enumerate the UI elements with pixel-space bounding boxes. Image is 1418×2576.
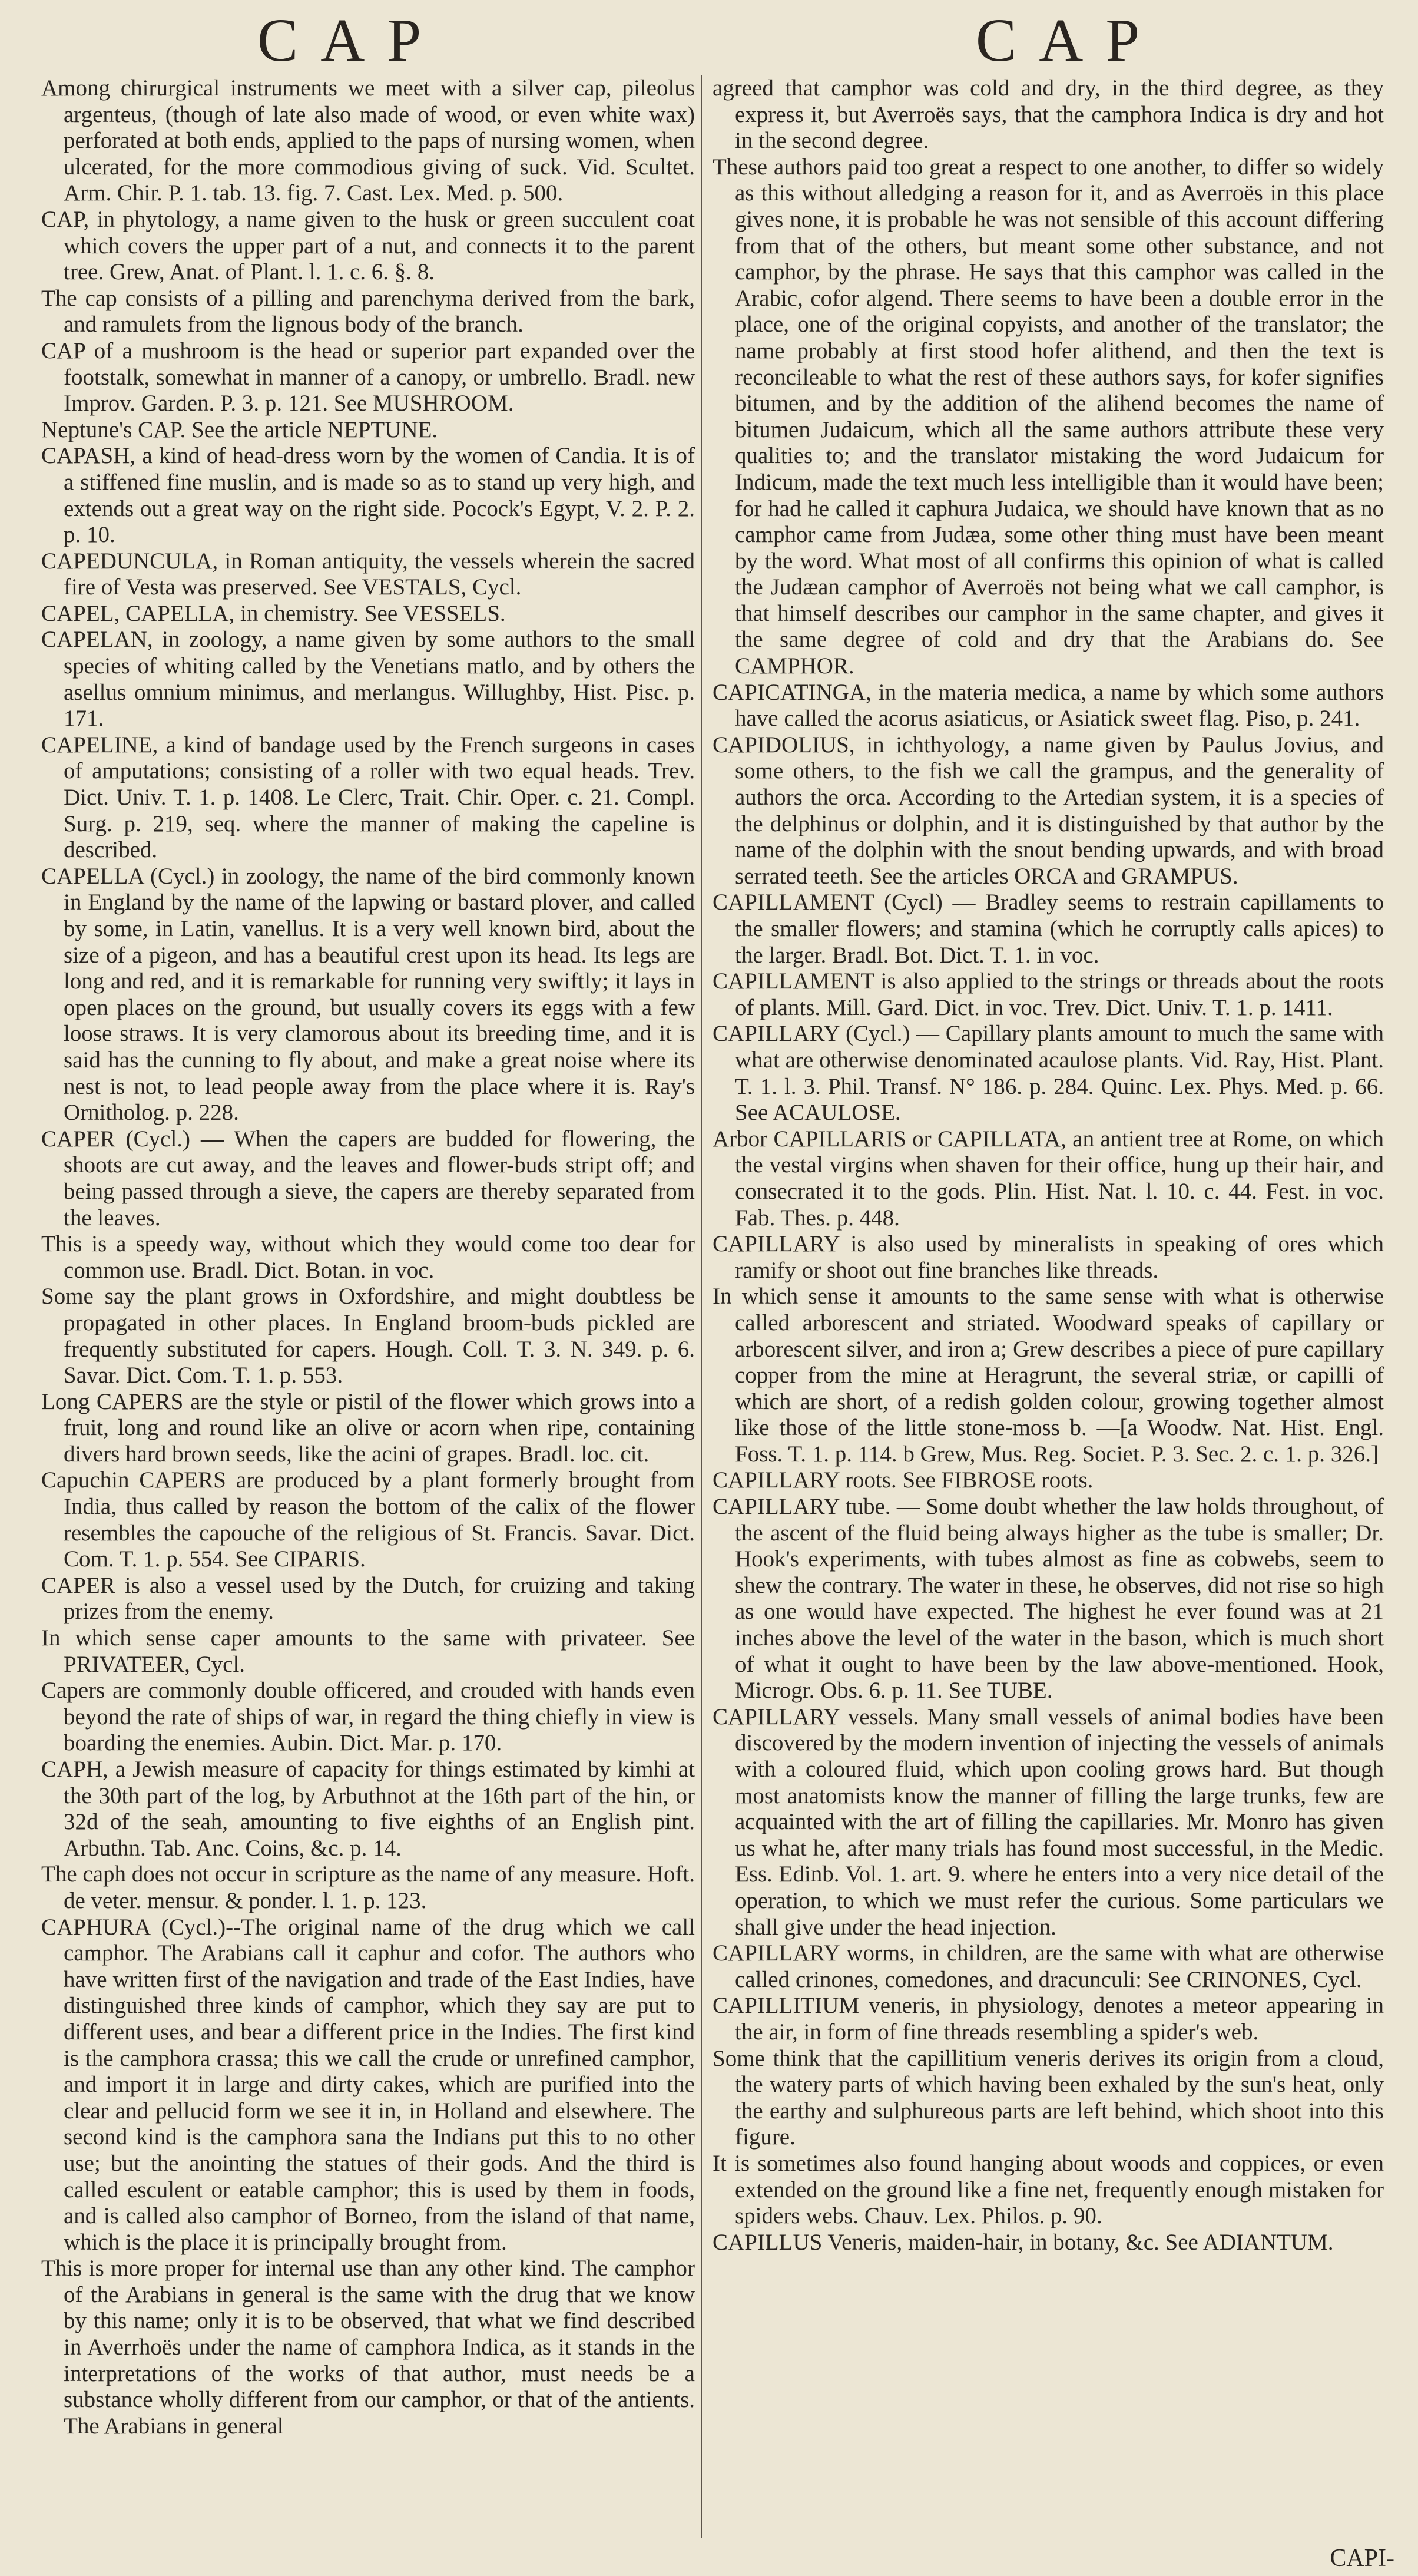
- entry-paragraph: CAPH, a Jewish measure of capacity for things estimated by kimhi at the 30th part of the log, by Arbuthnot at the 16th part of the hin, or 32d of the seah, amounting to five eighths of an English pint. Arbuthn. Tab. Anc. Coins, &c. p. 14.: [41, 1757, 695, 1861]
- entry-paragraph: Long CAPERS are the style or pistil of the flower which grows into a fruit, long and round like an olive or acorn when ripe, containing divers hard brown seeds, like the acini of grapes. Bradl. loc. cit.: [41, 1388, 695, 1467]
- entry-paragraph: CAPILLAMENT (Cycl) — Bradley seems to restrain capillaments to the smaller flowers; and stamina (which he corruptly calls apices) to the larger. Bradl. Bot. Dict. T. 1. in voc.: [713, 889, 1384, 968]
- entry-paragraph: It is sometimes also found hanging about woods and coppices, or even extended on the ground like a fine net, frequently enough mistaken for spiders webs. Chauv. Lex. Philos. p. 90.: [713, 2150, 1384, 2229]
- entry-paragraph: Some say the plant grows in Oxfordshire, and might doubtless be propagated in other places. In England broom-buds pickled are frequently substituted for capers. Hough. Coll. T. 3. N. 349. p. 6. Savar. Dict. Com. T. 1. p. 553.: [41, 1284, 695, 1388]
- entry-paragraph: Arbor CAPILLARIS or CAPILLATA, an antient tree at Rome, on which the vestal virgins when shaven for their office, hung up their hair, and consecrated it to the gods. Plin. Hist. Nat. l. 10. c. 44. Fest. in voc. Fab. Thes. p. 448.: [713, 1126, 1384, 1231]
- entry-paragraph: CAPASH, a kind of head-dress worn by the women of Candia. It is of a stiffened fine muslin, and is made so as to stand up very high, and extends out a great way on the right side. Pocock's Egypt, V. 2. P. 2. p. 10.: [41, 443, 695, 548]
- entry-paragraph: Capers are commonly double officered, and crouded with hands even beyond the rate of ships of war, in regard the thing chiefly in view is boarding the enemies. Aubin. Dict. Mar. p. 170.: [41, 1678, 695, 1756]
- entry-paragraph: CAPER (Cycl.) — When the capers are budded for flowering, the shoots are cut away, and the leaves and flower-buds stript off; and being passed through a sieve, the capers are thereby separated from the leaves.: [41, 1126, 695, 1231]
- entry-paragraph: CAPIDOLIUS, in ichthyology, a name given by Paulus Jovius, and some others, to the fish we call the grampus, and the generality of authors the orca. According to the Artedian system, it is a species of the delphinus or dolphin, and it is distinguished by that author by the name of the dolphin with the snout bending upwards, and with broad serrated teeth. See the articles ORCA and GRAMPUS.: [713, 732, 1384, 889]
- entry-paragraph: CAPELAN, in zoology, a name given by some authors to the small species of whiting called by the Venetians matlo, and by others the asellus omnium minimus, and merlangus. Willughby, Hist. Pisc. p. 171.: [41, 627, 695, 732]
- left-column: [41, 75, 695, 2544]
- entry-paragraph: CAP, in phytology, a name given to the husk or green succulent coat which covers the upper part of a nut, and connects it to the parent tree. Grew, Anat. of Plant. l. 1. c. 6. §. 8.: [41, 206, 695, 285]
- entry-paragraph: The cap consists of a pilling and parenchyma derived from the bark, and ramulets from the lignous body of the branch.: [41, 285, 695, 338]
- entry-paragraph: CAPILLARY is also used by mineralists in speaking of ores which ramify or shoot out fine branches like threads.: [713, 1231, 1384, 1283]
- running-head-left: CAP: [257, 6, 444, 74]
- entry-paragraph: CAPICATINGA, in the materia medica, a name by which some authors have called the acorus asiaticus, or Asiatick sweet flag. Piso, p. 241.: [713, 679, 1384, 732]
- entry-paragraph: CAPELINE, a kind of bandage used by the French surgeons in cases of amputations; consisting of a roller with two equal heads. Trev. Dict. Univ. T. 1. p. 1408. Le Clerc, Trait. Chir. Oper. c. 21. Compl. Surg. p. 219, seq. where the manner of making the capeline is described.: [41, 732, 695, 863]
- entry-paragraph: CAPILLITIUM veneris, in physiology, denotes a meteor appearing in the air, in form of fine threads resembling a spider's web.: [713, 1993, 1384, 2045]
- entry-paragraph: CAPILLARY vessels. Many small vessels of animal bodies have been discovered by the modern invention of injecting the vessels of animals with a coloured fluid, which upon cooling grows hard. But though most anatomists know the manner of filling the large trunks, few are acquainted with the art of filling the capillaries. Mr. Monro has given us what he, after many trials has found most successful, in the Medic. Ess. Edinb. Vol. 1. art. 9. where he enters into a very nice detail of the operation, to which we must refer the curious. Some particulars we shall give under the head injection.: [713, 1704, 1384, 1940]
- entry-paragraph: CAPELLA (Cycl.) in zoology, the name of the bird commonly known in England by the name of the lapwing or bastard plover, and called by some, in Latin, vanellus. It is a very well known bird, about the size of a pigeon, and has a beautiful crest upon its head. Its legs are long and red, and it is remarkable for running very swiftly; it lays in open places on the ground, but usually covers its eggs with a few loose straws. It is very clamorous about its breeding time, and it is said has the cunning to fly about, and make a great noise where its nest is not, to lead people away from the place where it is. Ray's Ornitholog. p. 228.: [41, 863, 695, 1126]
- entry-paragraph: CAPEL, CAPELLA, in chemistry. See VESSELS.: [41, 600, 506, 626]
- entry-paragraph: CAPER is also a vessel used by the Dutch, for cruizing and taking prizes from the enemy.: [41, 1572, 695, 1625]
- entry-paragraph: CAPILLARY (Cycl.) — Capillary plants amount to much the same with what are otherwise denominated acaulose plants. Vid. Ray, Hist. Plant. T. 1. l. 3. Phil. Transf. N° 186. p. 284. Quinc. Lex. Phys. Med. p. 66. See ACAULOSE.: [713, 1021, 1384, 1126]
- entry-paragraph: CAPHURA (Cycl.)--The original name of the drug which we call camphor. The Arabians call it caphur and cofor. The authors who have written first of the navigation and trade of the East Indies, have distinguished three kinds of camphor, which they say are put to different uses, and bear a different price in the Indies. The first kind is the camphora crassa; this we call the crude or unrefined camphor, and import it in large and dirty cakes, which are purified into the clear and pellucid form we see it in, in Holland and elsewhere. The second kind is the camphora sana the Indians put this to no other use; but the anointing the statues of their gods. And the third is called esculent or eatable camphor; this is used by them in foods, and is called also camphor of Borneo, from the island of that name, which is the place it is principally brought from.: [41, 1914, 695, 2255]
- right-column: [713, 75, 1384, 2544]
- entry-paragraph: This is a speedy way, without which they would come too dear for common use. Bradl. Dict. Botan. in voc.: [41, 1231, 695, 1283]
- entry-paragraph: This is more proper for internal use than any other kind. The camphor of the Arabians in general is the same with the drug that we know by this name; only it is to be observed, that what we find described in Averrhoës under the name of camphora Indica, as it stands in the interpretations of the works of that author, must needs be a substance wholly different from our camphor, or that of the antients. The Arabians in general: [41, 2256, 695, 2439]
- entry-paragraph: CAPILLAMENT is also applied to the strings or threads about the roots of plants. Mill. Gard. Dict. in voc. Trev. Dict. Univ. T. 1. p. 1411.: [713, 968, 1384, 1020]
- entry-paragraph: Among chirurgical instruments we meet with a silver cap, pileolus argenteus, (though of late also made of wood, or even white wax) perforated at both ends, applied to the paps of nursing women, when ulcerated, for the more commodious giving of suck. Vid. Scultet. Arm. Chir. P. 1. tab. 13. fig. 7. Cast. Lex. Med. p. 500.: [41, 75, 695, 206]
- entry-paragraph: Capuchin CAPERS are produced by a plant formerly brought from India, thus called by reason the bottom of the calix of the flower resembles the capouche of the religious of St. Francis. Savar. Dict. Com. T. 1. p. 554. See CIPARIS.: [41, 1467, 695, 1572]
- catchword: CAPI-: [1330, 2545, 1394, 2572]
- entry-paragraph: CAPILLARY worms, in children, are the same with what are otherwise called crinones, comedones, and dracunculi: See CRINONES, Cycl.: [713, 1940, 1384, 1992]
- entry-paragraph: CAP of a mushroom is the head or superior part expanded over the footstalk, somewhat in manner of a canopy, or umbrello. Bradl. new Improv. Garden. P. 3. p. 121. See MUSHROOM.: [41, 338, 695, 416]
- entry-paragraph: In which sense it amounts to the same sense with what is otherwise called arborescent and striated. Woodward speaks of capillary or arborescent silver, and iron a; Grew describes a piece of pure capillary copper from the mine at Heragrunt, the several striæ, or capilli of which are short, of a redish golden colour, growing together almost like those of the little stone-moss b. —[a Woodw. Nat. Hist. Engl. Foss. T. 1. p. 114. b Grew, Mus. Reg. Societ. P. 3. Sec. 2. c. 1. p. 326.]: [713, 1284, 1384, 1467]
- entry-paragraph: CAPILLUS Veneris, maiden-hair, in botany, &c. See ADIANTUM.: [713, 2229, 1334, 2255]
- entry-paragraph: Some think that the capillitium veneris derives its origin from a cloud, the watery parts of which having been exhaled by the sun's heat, only the earthy and sulphureous parts are left behind, which shoot into this figure.: [713, 2045, 1384, 2150]
- entry-paragraph: agreed that camphor was cold and dry, in the third degree, as they express it, but Averroës says, that the camphora Indica is dry and hot in the second degree.: [713, 75, 1384, 154]
- column-divider: [701, 75, 702, 2538]
- entry-paragraph: In which sense caper amounts to the same with privateer. See PRIVATEER, Cycl.: [41, 1625, 695, 1677]
- entry-paragraph: Neptune's CAP. See the article NEPTUNE.: [41, 416, 438, 442]
- entry-paragraph: CAPILLARY roots. See FIBROSE roots.: [713, 1467, 1094, 1493]
- running-head-right: CAP: [975, 6, 1162, 74]
- entry-paragraph: CAPILLARY tube. — Some doubt whether the law holds throughout, of the ascent of the fluid being always higher as the tube is smaller; Dr. Hook's experiments, with tubes almost as fine as cobwebs, seem to shew the contrary. The water in these, he observes, did not rise so high as one would have expected. The highest he ever found was at 21 inches above the level of the water in the bason, which is much short of what it ought to have been by the law above-mentioned. Hook, Microgr. Obs. 6. p. 11. See TUBE.: [713, 1494, 1384, 1704]
- entry-paragraph: The caph does not occur in scripture as the name of any measure. Hoft. de veter. mensur. & ponder. l. 1. p. 123.: [41, 1861, 695, 1913]
- entry-paragraph: These authors paid too great a respect to one another, to differ so widely as this without alledging a reason for it, and as Averroës in this place gives none, it is probable he was not sensible of this account differing from that of the others, but meant some other substance, and not camphor, by the phrase. He says that this camphor was called in the Arabic, cofor algend. There seems to have been a double error in the place, one of the original copyists, and another of the translator; the name probably at first stood hofer alithend, and then the text is reconcileable to what the rest of these authors says, for kofer signifies bitumen, and by the addition of the alihend becomes the name of bitumen Judaicum, which all the same authors attribute these very qualities to; and the translator mistaking the word Judaicum for Indicum, made the text much less intelligible than it would have been; for had he called it caphura Judaica, we should have known that as no camphor came from Judæa, some other thing must have been meant by the word. What most of all confirms this opinion of what is called the Judæan camphor of Averroës not being what we call camphor, is that himself describes our camphor in the same chapter, and gives it the same degree of cold and dry that the Arabians do. See CAMPHOR.: [713, 154, 1384, 679]
- entry-paragraph: CAPEDUNCULA, in Roman antiquity, the vessels wherein the sacred fire of Vesta was preserved. See VESTALS, Cycl.: [41, 548, 695, 600]
